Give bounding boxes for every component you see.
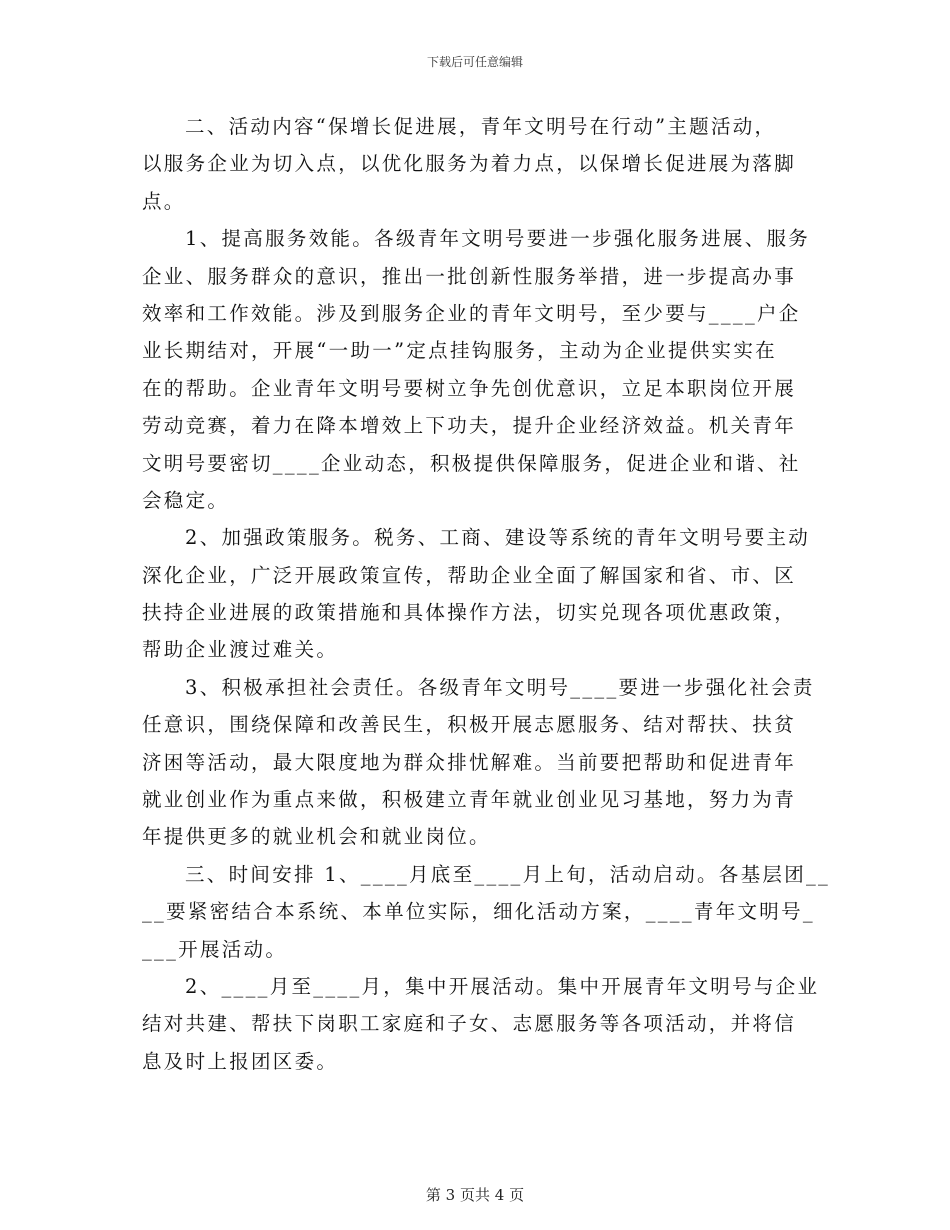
text-line: 年提供更多的就业机会和就业岗位。 [142,825,491,849]
paragraph-policy-service [142,519,812,669]
text-line: 深化企业，广泛开展政策宣传，帮助企业全面了解国家和省、市、区 [142,563,797,587]
text-line: 企业、服务群众的意识，推出一批创新性服务举措，进一步提高办事 [142,264,797,288]
text-line: 2、____月至____月，集中开展活动。集中开展青年文明号与企业 [185,974,820,998]
text-line: 以服务企业为切入点，以优化服务为着力点，以保增长促进展为落脚 [142,152,797,176]
text-line: ___开展活动。 [142,937,288,961]
page-number: 第 3 页共 4 页 [425,1186,525,1204]
text-line: 1、提高服务效能。各级青年文明号要进一步强化服务进展、服务 [185,227,811,251]
paragraph-schedule-phase-2 [142,968,820,1080]
paragraph-social-responsibility [142,669,815,856]
text-line: 2、加强政策服务。税务、工商、建设等系统的青年文明号要主动 [185,526,811,550]
document-body [142,108,831,1080]
text-line: 济困等活动，最大限度地为群众排忧解难。当前要把帮助和促进青年 [142,750,797,774]
text-line: 文明号要密切____企业动态，积极提供保障服务，促进企业和谐、社 [142,451,801,475]
text-line: 三、时间安排 1、____月底至____月上旬，活动启动。各基层团__ [185,862,831,886]
paragraph-activity-content [142,108,812,220]
paragraph-service-efficiency [142,220,812,519]
text-line: 3、积极承担社会责任。各级青年文明号____要进一步强化社会责 [185,675,815,699]
page-header: 下载后可任意编辑 [426,55,523,69]
text-line: 二、活动内容“保增长促进展，青年文明号在行动”主题活动， [185,115,777,138]
text-line: 结对共建、帮扶下岗职工家庭和子女、志愿服务等各项活动，并将信 [142,1012,797,1036]
text-line: 会稳定。 [142,488,230,512]
text-line: 劳动竞赛，着力在降本增效上下功夫，提升企业经济效益。机关青年 [142,414,797,438]
text-line: 扶持企业进展的政策措施和具体操作方法，切实兑现各项优惠政策， [142,601,797,625]
text-line: __要紧密结合本系统、本单位实际，细化活动方案，____青年文明号_ [142,900,815,924]
text-line: 任意识，围绕保障和改善民生，积极开展志愿服务、结对帮扶、扶贫 [142,713,797,737]
text-line: 点。 [142,189,186,213]
text-line: 在的帮助。企业青年文明号要树立争先创优意识，立足本职岗位开展 [142,376,797,400]
text-line: 效率和工作效能。涉及到服务企业的青年文明号，至少要与____户企 [142,301,801,325]
text-line: 就业创业作为重点来做，积极建立青年就业创业见习基地，努力为青 [142,788,797,812]
text-line: 帮助企业渡过难关。 [142,638,339,662]
paragraph-schedule [142,856,831,968]
text-line: 业长期结对，开展“一助一”定点挂钩服务，主动为企业提供实实在 [142,339,777,363]
text-line: 息及时上报团区委。 [142,1049,339,1073]
